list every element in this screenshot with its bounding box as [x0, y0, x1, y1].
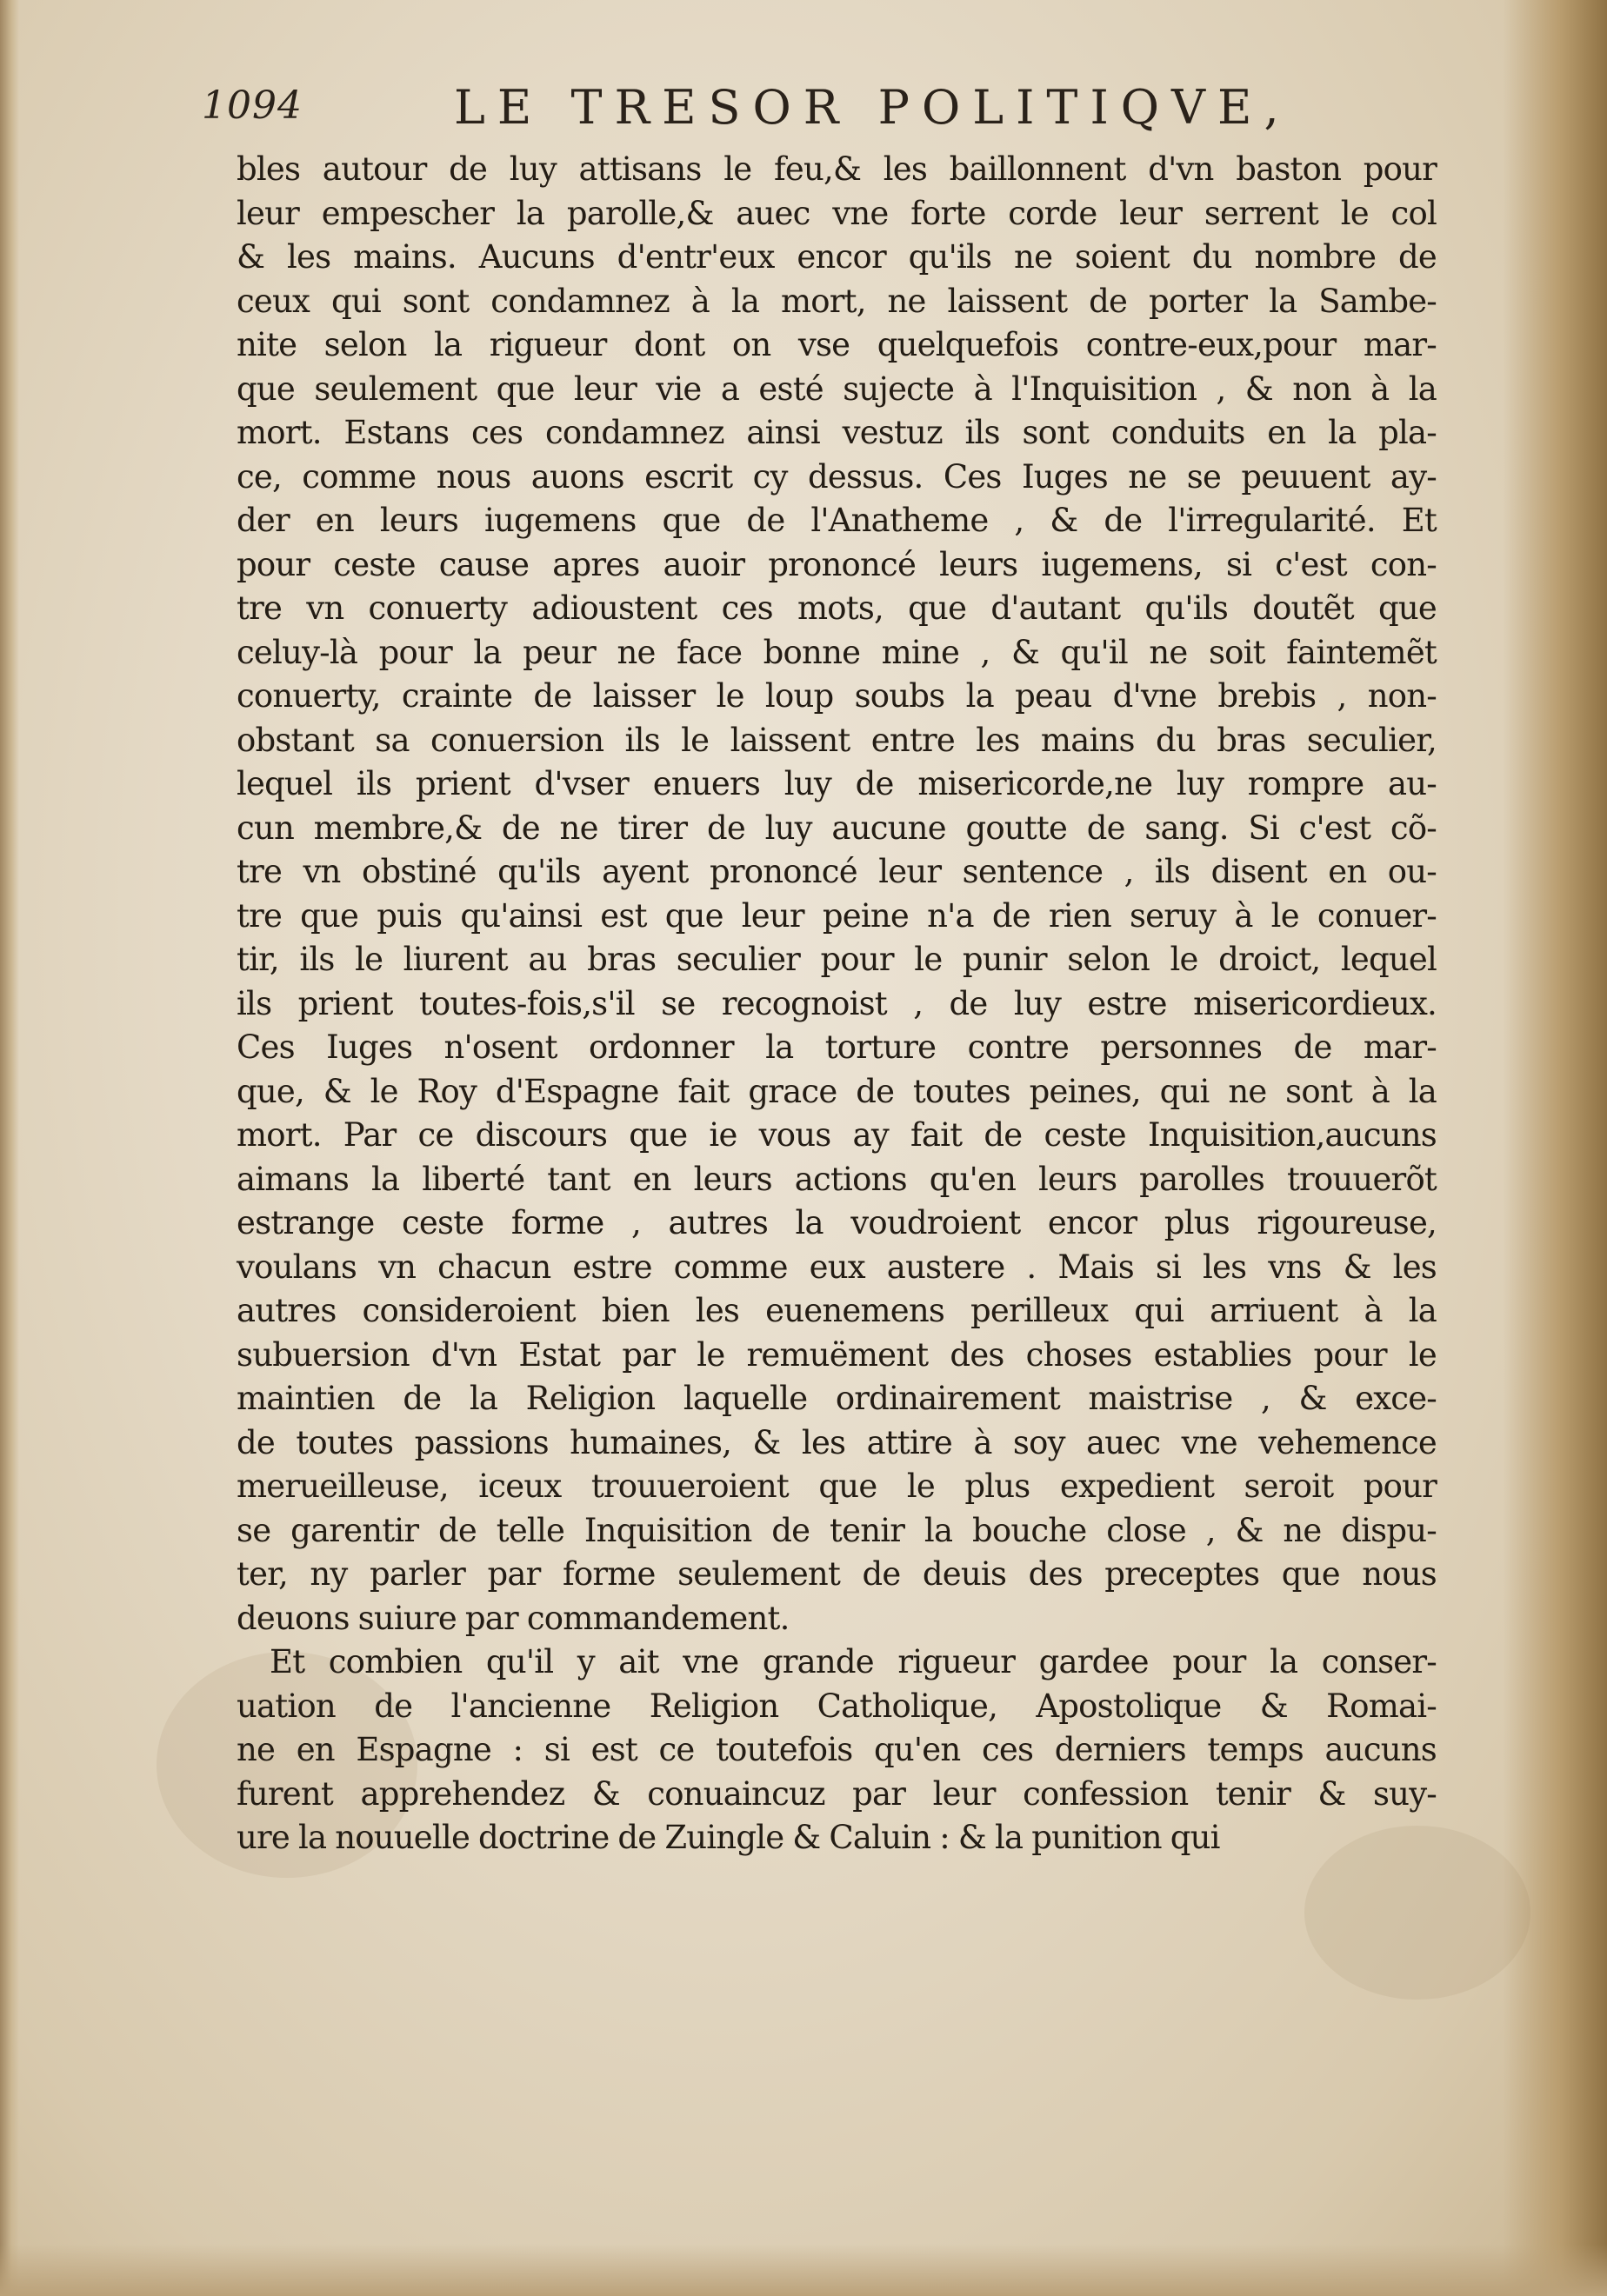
text-line: Ces Iuges n'osent ordonner la torture contre personnes de mar-	[237, 1028, 1437, 1066]
text-line: bles autour de luy attisans le feu,& les baillonnent d'vn baston pour	[237, 150, 1437, 188]
text-line: tre que puis qu'ainsi est que leur peine n'a de rien seruy à le conuer-	[237, 896, 1437, 935]
text-line: tre vn obstiné qu'ils ayent prononcé leur sentence , ils disent en ou-	[237, 853, 1437, 890]
text-line: & les mains. Aucuns d'entr'eux encor qu'ils ne soient du nombre de	[237, 238, 1437, 276]
paragraph	[237, 1640, 1437, 1860]
text-line: lequel ils prient d'vser enuers luy de misericorde,ne luy rompre au-	[237, 765, 1437, 802]
text-line: subuersion d'vn Estat par le remuëment des choses establies pour le	[237, 1335, 1437, 1374]
text-line: obstant sa conuersion ils le laissent entre les mains du bras seculier,	[237, 721, 1437, 759]
text-line: se garentir de telle Inquisition de tenir la bouche close , & ne dispu-	[237, 1511, 1437, 1549]
text-line: maintien de la Religion laquelle ordinairement maistrise , & exce-	[237, 1380, 1437, 1417]
text-line: cun membre,& de ne tirer de luy aucune goutte de sang. Si c'est cõ-	[237, 809, 1437, 847]
page-left-shadow	[0, 0, 19, 2296]
paragraph	[237, 148, 1437, 1640]
text-line: tre vn conuerty adioustent ces mots, que d'autant qu'ils doutẽt que	[237, 589, 1437, 627]
text-line: der en leurs iugemens que de l'Anatheme , & de l'irregularité. Et	[237, 502, 1437, 539]
text-line: ter, ny parler par forme seulement de deuis des preceptes que nous	[237, 1555, 1437, 1593]
text-line: que seulement que leur vie a esté sujecte à l'Inquisition , & non à la	[237, 369, 1437, 408]
text-line: deuons suiure par commandement.	[237, 1599, 790, 1637]
text-line: aimans la liberté tant en leurs actions qu'en leurs parolles trouuerõt	[237, 1160, 1437, 1198]
text-line: ceux qui sont condamnez à la mort, ne laissent de porter la Sambe-	[237, 282, 1437, 320]
text-line: mort. Par ce discours que ie vous ay fait de ceste Inquisition,aucuns	[237, 1116, 1437, 1154]
text-line: leur empescher la parolle,& auec vne forte corde leur serrent le col	[237, 194, 1437, 232]
text-line: conuerty, crainte de laisser le loup soubs la peau d'vne brebis , non-	[237, 677, 1437, 715]
text-line: nite selon la rigueur dont on vse quelquefois contre-eux,pour mar-	[237, 326, 1437, 363]
running-header	[202, 80, 1332, 141]
text-line: ne en Espagne : si est ce toutefois qu'en ces derniers temps aucuns	[237, 1731, 1437, 1768]
text-line: ure la nouuelle doctrine de Zuingle & Caluin : & la punition qui	[237, 1819, 1220, 1856]
text-line: uation de l'ancienne Religion Catholique, Apostolique & Romai-	[237, 1687, 1437, 1725]
text-line: merueilleuse, iceux trouueroient que le plus expedient seroit pour	[237, 1467, 1437, 1505]
text-line: ce, comme nous auons escrit cy dessus. Ces Iuges ne se peuuent ay-	[237, 457, 1437, 496]
text-line: que, & le Roy d'Espagne fait grace de toutes peines, qui ne sont à la	[237, 1072, 1437, 1110]
page-bottom-edge	[0, 2244, 1607, 2296]
page-number: 1094	[202, 83, 303, 128]
text-line: ils prient toutes-fois,s'il se recognoist , de luy estre misericordieux.	[237, 984, 1437, 1022]
text-line: voulans vn chacun estre comme eux austere . Mais si les vns & les	[237, 1248, 1437, 1286]
text-line: tir, ils le liurent au bras seculier pour le punir selon le droict, lequel	[237, 941, 1437, 978]
text-line: de toutes passions humaines, & les attire à soy auec vne vehemence	[237, 1423, 1437, 1461]
text-line: pour ceste cause apres auoir prononcé leurs iugemens, si c'est con-	[237, 545, 1437, 583]
text-line: estrange ceste forme , autres la voudroient encor plus rigoureuse,	[237, 1204, 1437, 1241]
text-line: celuy-là pour la peur ne face bonne mine , & qu'il ne soit faintemẽt	[237, 633, 1437, 671]
running-title: LE TRESOR POLITIQVE,	[454, 80, 1291, 135]
text-line: Et combien qu'il y ait vne grande rigueur gardee pour la conser-	[270, 1643, 1437, 1680]
body-text	[237, 148, 1437, 1860]
text-line: mort. Estans ces condamnez ainsi vestuz ils sont conduits en la pla-	[237, 414, 1437, 451]
text-line: autres consideroient bien les euenemens perilleux qui arriuent à la	[237, 1292, 1437, 1329]
text-line: furent apprehendez & conuaincuz par leur confession tenir & suy-	[237, 1774, 1437, 1813]
